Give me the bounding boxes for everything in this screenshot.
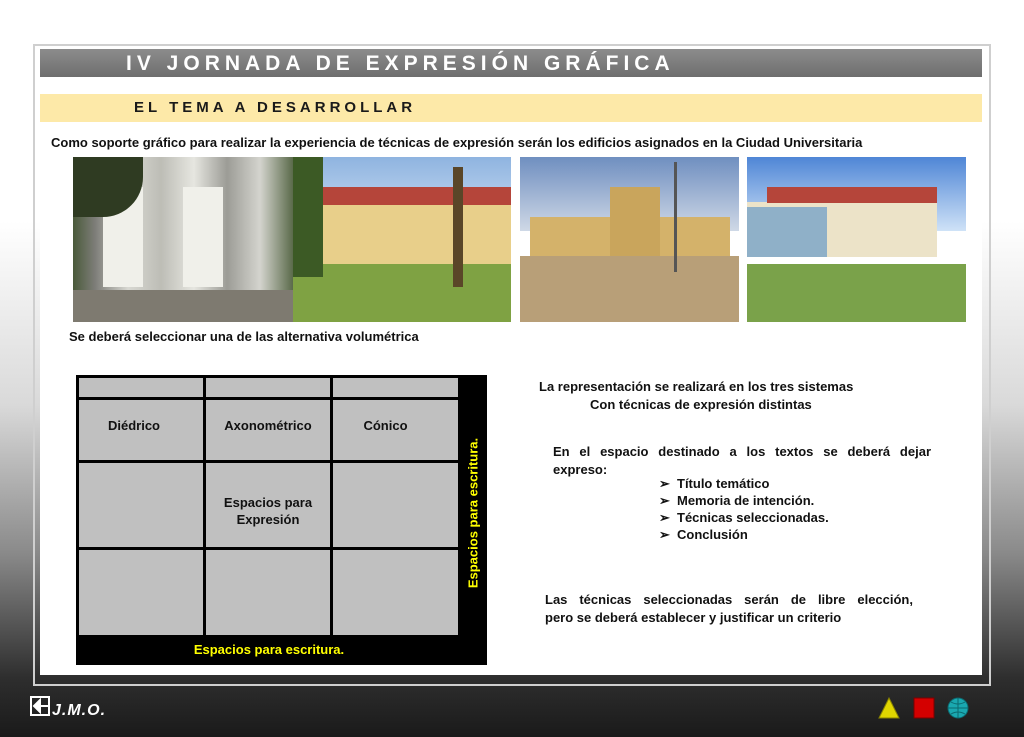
arrow-bullet-icon: ➢	[659, 493, 670, 508]
jmo-logo	[30, 696, 150, 727]
triangle-icon[interactable]	[877, 696, 901, 725]
representation-line2: Con técnicas de expresión distintas	[590, 397, 812, 412]
list-item: ➢ Conclusión	[659, 527, 748, 542]
building-photo-4	[747, 157, 966, 322]
requirements-list	[659, 476, 829, 544]
column-label-axonometrico: Axonométrico	[224, 418, 312, 433]
bottom-writing-space-label: Espacios para escritura.	[193, 642, 345, 657]
arrow-bullet-icon: ➢	[659, 510, 670, 525]
section-subtitle: EL TEMA A DESARROLLAR	[40, 94, 982, 122]
intro-text: Como soporte gráfico para realizar la experiencia de técnicas de expresión serán los edificios asignados en la Ciudad Universitaria	[51, 135, 863, 150]
arrow-bullet-icon: ➢	[659, 527, 670, 542]
list-item: ➢ Técnicas seleccionadas.	[659, 510, 829, 525]
building-photo-2	[293, 157, 511, 322]
expression-space-line2: Expresión	[236, 512, 300, 527]
side-writing-space-label: Espacios para escritura.	[465, 437, 481, 589]
building-photo-1	[73, 157, 293, 322]
globe-icon[interactable]	[946, 696, 970, 725]
logo-text: J.M.O.	[52, 702, 107, 719]
techniques-note-line2: pero se deberá establecer y justificar un criterio	[545, 610, 842, 625]
column-label-diedrico: Diédrico	[107, 418, 160, 433]
expression-grid	[76, 375, 487, 665]
square-icon[interactable]	[912, 696, 936, 725]
arrow-bullet-icon: ➢	[659, 476, 670, 491]
list-item: ➢ Memoria de intención.	[659, 493, 815, 508]
texts-note-line2: expreso:	[553, 462, 608, 477]
expression-space-line1: Espacios para	[223, 495, 313, 510]
texts-note-line1: En el espacio destinado a los textos se deberá dejar	[553, 444, 931, 459]
building-photo-3	[520, 157, 739, 322]
page-title: IV JORNADA DE EXPRESIÓN GRÁFICA	[40, 49, 982, 77]
representation-line1: La representación se realizará en los tres sistemas	[539, 379, 854, 394]
column-label-conico: Cónico	[363, 418, 408, 433]
selection-note: Se deberá seleccionar una de las alternativa volumétrica	[69, 329, 419, 344]
techniques-note-line1: Las técnicas seleccionadas serán de libre elección,	[545, 592, 913, 607]
list-item: ➢ Título temático	[659, 476, 770, 491]
